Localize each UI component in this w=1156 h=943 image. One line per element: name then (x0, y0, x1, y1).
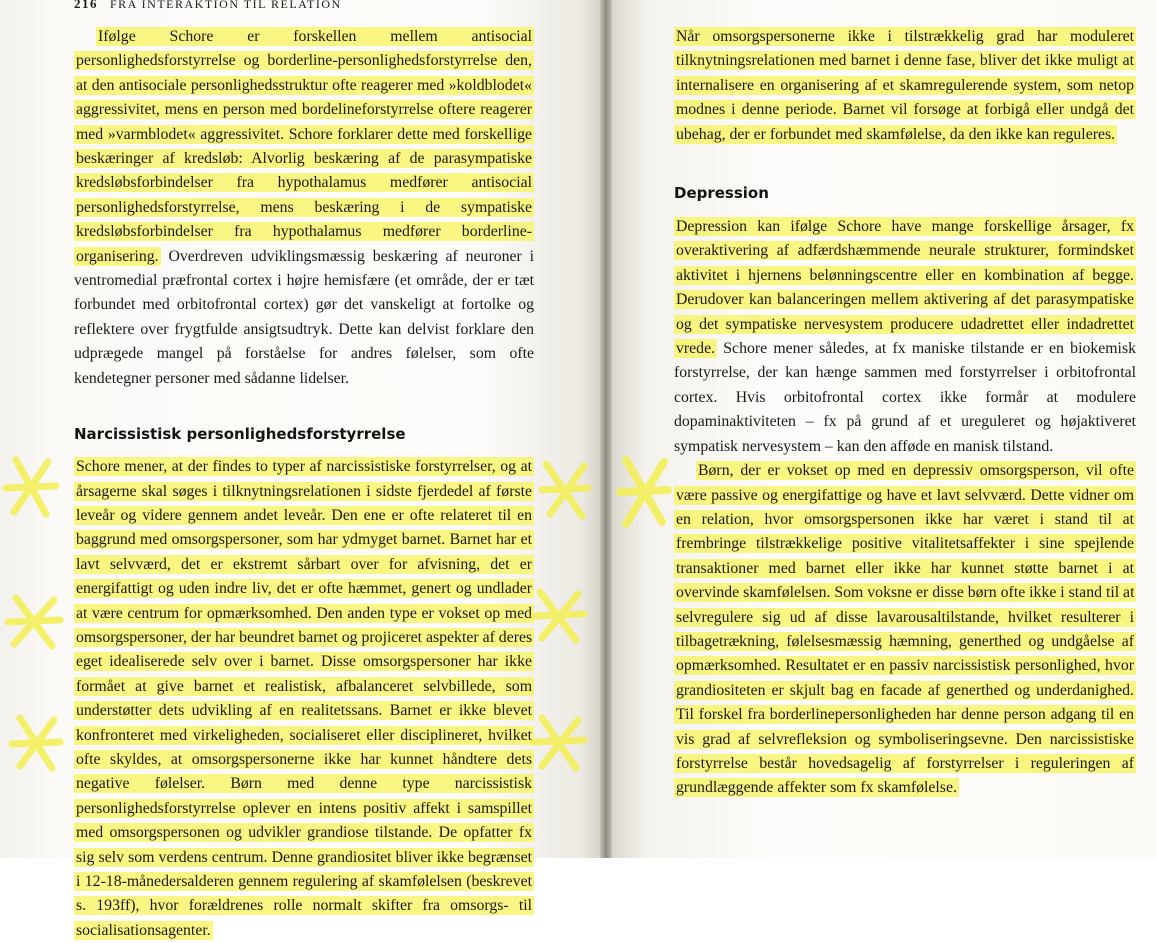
left-text-column (74, 25, 534, 943)
running-head (74, 0, 342, 12)
left-paragraph-1 (74, 25, 534, 391)
left-paragraph-2 (74, 455, 534, 943)
right-paragraph-3 (674, 459, 1136, 801)
highlighter-star-mark (4, 592, 64, 652)
running-head-title: FRA INTERAKTION TIL RELATION (110, 0, 342, 11)
plain-text: Schore mener således, at fx maniske tilstande er en biokemisk forstyrrelse, der kan hænge sammen med forstyrrelser i orbitofrontal cortex. Hvis orbitofrontal cortex ikke formår at modulere dopaminaktiviteten – fx på grund af et ureguleret og højaktiveret sympatisk nervesystem – kan den afføde en manisk tilstand. (674, 340, 1136, 455)
highlighter-star-mark (530, 586, 588, 646)
section-heading-depression: Depression (674, 184, 769, 203)
right-paragraph-2 (674, 215, 1136, 459)
right-page (612, 0, 1156, 858)
highlighted-text: Depression kan ifølge Schore have mange forskellige årsager, fx overaktivering af adfærdshæmmende neurale strukturer, formindsket aktivitet i hjernens belønningscentre eller en kombination af begge. Derudover kan balanceringen mellem aktivering af det parasympatiske og det sympatiske nervesystem producere udadrettet eller indadrettet vrede. (676, 218, 1134, 358)
highlighter-star-mark (616, 452, 672, 532)
section-heading-narcissistisk: Narcissistisk personlighedsforstyrrelse (74, 425, 406, 444)
highlighted-text: Schore mener, at der findes to typer af narcissistiske forstyrrelser, og at årsagerne skal søges i tilknytningsrelationen i sidste fjerdedel af første leveår og videre gennem andet leveår. Den ene er ofte relateret til en baggrund med omsorgspersoner, som har ydmyget barnet. Barnet har et lavt selvværd, det er ekstremt sårbart over for afvisning, det er energifattigt og uden indre liv, det er ofte hæmmet, genert og undlader at være centrum for opmærksomhed. Den anden type er vokset op med omsorgspersoner, der har beundret barnet og projiceret aspekter af deres eget idealiserede selv over i barnet. Disse omsorgspersoner har ikke formået at give barnet et realistisk, afbalanceret selvbillede, som understøtter dets udvikling af en realitetssans. Barnet er ikke blevet konfronteret med virkeligheden, socialiseret eller disciplineret, hvilket ofte skyldes, at omsorgspersonerne ikke har kunnet håndtere dets negative følelser. Børn med denne type narcissistisk personlighedsforstyrrelse oplever en intens positiv affekt i samspillet med omsorgspersonen og udvikler grandiose tilstande. De opfatter fx sig selv som verdens centrum. Denne grandiositet bliver ikke begrænset i 12-18-månedersalderen gennem regulering af skamfølelsen (beskrevet s. 193ff), hvor forældrenes rolle normalt skifter fra omsorgs- til socialisationsagenter. (76, 458, 533, 939)
highlighter-star-mark (530, 712, 588, 774)
right-paragraph-1 (674, 25, 1136, 147)
highlighter-star-mark (2, 452, 60, 522)
highlighter-star-mark (536, 458, 594, 522)
highlighted-text: Når omsorgspersonerne ikke i tilstrækkelig grad har moduleret tilknytningsrelationen med barnet i denne fase, bliver det ikke muligt at internalisere en organisering af et skamregulerende system, som netop modnes i denne periode. Barnet vil forsøge at forbigå eller undgå det ubehag, der er forbundet med skamfølelse, da den ikke kan reguleres. (676, 28, 1134, 143)
highlighted-text: Børn, der er vokset op med en depressiv omsorgsperson, vil ofte være passive og energifattige og have et lavt selvværd. Dette vidner om en relation, hvor omsorgspersonen ikke har været i stand til at frembringe tilstrækkelige positive vitalitetsaffekter i sine spejlende transaktioner med barnet eller ikke har kunnet støtte barnet i at overvinde skamfølelsen. Som voksne er disse børn ofte ikke i stand til at selvregulere sig ud af disse lavarousaltilstande, hvilket resulterer i tilbagetrækning, følelsesmæssig hæmning, generthed og undgåelse af opmærksomhed. Resultatet er en passiv narcissistisk personlighed, hvor grandiositeten er skjult bag en facade af generthed og underdanighed. Til forskel fra borderlinepersonligheden har denne person adgang til en vis grad af selvrefleksion og symboliseringsevne. Den narcissistiske forstyrrelse består hovedsagelig af forstyrrelser i reguleringen af grundlæggende affekter som fx skamfølelse. (676, 462, 1135, 797)
page-number: 216 (74, 0, 98, 11)
right-text-column (674, 25, 1136, 801)
plain-text: Overdreven udviklingsmæssig beskæring af neuroner i ventromedial præfrontal cortex i højre hemisfære (et område, der er tæt forbundet med orbitofrontal cortex) gør det vanskeligt at fortolke og reflektere over frygtfulde ansigtsudtryk. Dette kan delvist forklare den udprægede mangel på forståelse for andres følelser, som ofte kendetegner personer med sådanne lidelser. (74, 247, 534, 387)
highlighted-text: Ifølge Schore er forskellen mellem antisocial personlighedsforstyrrelse og borderline-personlighedsforstyrrelse den, at den antisociale personlighedsstruktur ofte reagerer med »koldblodet« aggressivitet, mens en person med bordelineforstyrrelse oftere reagerer med »varmblodet« aggressivitet. Schore forklarer dette med forskellige beskæringer af kredsløb: Alvorlig beskæring af de parasympatiske kredsløbsforbindelser fra hypothalamus medfører antisocial personlighedsforstyrrelse, mens beskæring i de sympatiske kredsløbsforbindelser fra hypothalamus medfører borderline-organisering. (76, 28, 532, 265)
highlighter-star-mark (8, 712, 64, 774)
book-gutter (600, 0, 612, 858)
